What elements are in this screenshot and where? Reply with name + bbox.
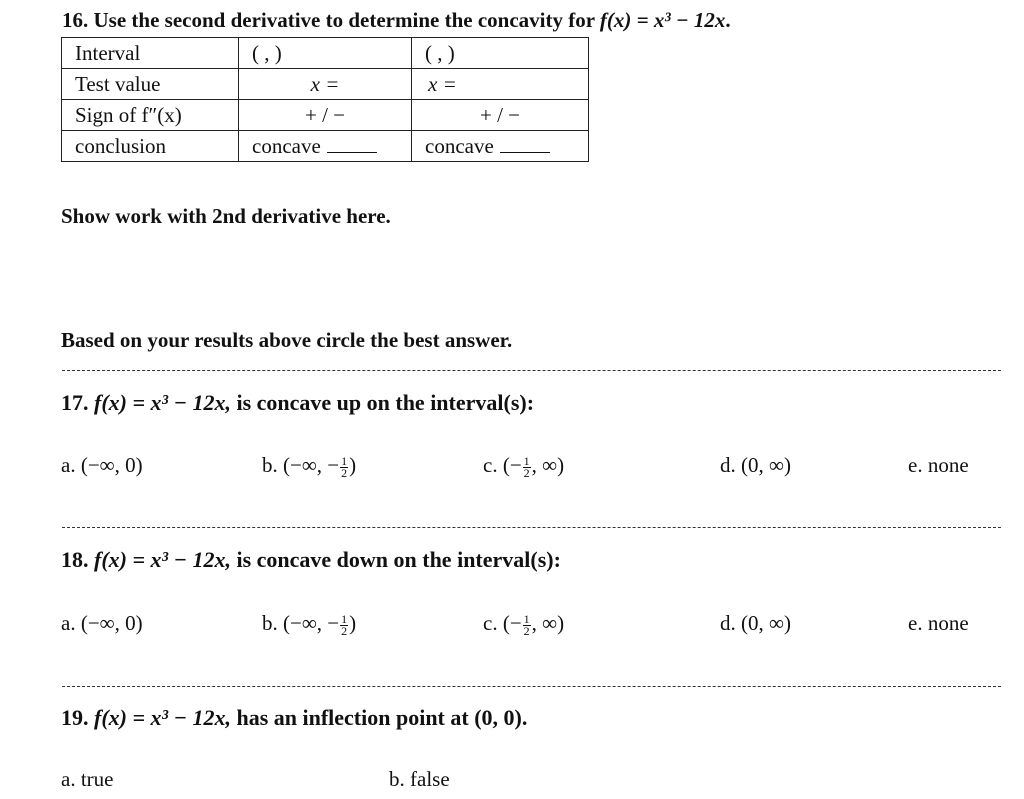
q18-option-b[interactable] (262, 611, 356, 637)
q17-option-e[interactable]: e. none (908, 453, 969, 477)
question-17-header (61, 390, 534, 416)
answer-blank[interactable] (327, 136, 377, 153)
q18-option-b-prefix: b. (−∞, − (262, 611, 340, 635)
q17-option-c[interactable] (483, 453, 564, 479)
q18-option-c[interactable] (483, 611, 564, 637)
question-19-number: 19. (61, 705, 89, 730)
question-16-function: f(x) = x³ − 12x (599, 8, 726, 32)
denominator: 2 (523, 623, 530, 638)
divider (62, 527, 1001, 528)
divider (62, 370, 1001, 371)
question-17-number: 17. (61, 390, 89, 415)
q18-option-a[interactable]: a. (−∞, 0) (61, 611, 143, 635)
question-16-prompt: Use the second derivative to determine the concavity for (93, 8, 595, 32)
test-value-cell-2: x = (412, 69, 589, 100)
table-row-interval (62, 38, 589, 69)
numerator: 1 (523, 453, 530, 468)
q18-option-c-prefix: c. (− (483, 611, 522, 635)
question-18-function: f(x) = x³ − 12x, (94, 547, 231, 572)
question-19-function: f(x) = x³ − 12x, (94, 705, 231, 730)
q18-option-e[interactable]: e. none (908, 611, 969, 635)
row-label: Sign of f″(x) (62, 100, 239, 131)
conclusion-cell-2 (412, 131, 589, 162)
divider (62, 686, 1001, 687)
denominator: 2 (341, 623, 348, 638)
sign-cell-1: + / − (239, 100, 412, 131)
q19-option-a[interactable]: a. true (61, 767, 114, 791)
fraction (340, 453, 348, 480)
q17-option-a[interactable]: a. (−∞, 0) (61, 453, 143, 477)
denominator: 2 (523, 465, 530, 480)
fraction (523, 453, 531, 480)
numerator: 1 (341, 611, 348, 626)
concavity-table (61, 37, 589, 162)
q18-option-d[interactable]: d. (0, ∞) (720, 611, 791, 635)
question-18-number: 18. (61, 547, 89, 572)
table-row-sign (62, 100, 589, 131)
q17-option-b[interactable] (262, 453, 356, 479)
question-18-header (61, 547, 561, 573)
fraction (340, 611, 348, 638)
q17-option-b-suffix: ) (349, 453, 357, 477)
row-label: Interval (62, 38, 239, 69)
table-row-conclusion (62, 131, 589, 162)
interval-cell-1: ( , ) (239, 38, 412, 69)
numerator: 1 (523, 611, 530, 626)
conclusion-text-1: concave (252, 133, 321, 158)
q17-option-c-prefix: c. (− (483, 453, 522, 477)
show-work-instruction: Show work with 2nd derivative here. (61, 204, 391, 228)
row-label: Test value (62, 69, 239, 100)
answer-blank[interactable] (500, 136, 550, 153)
question-18-text: is concave down on the interval(s): (236, 547, 561, 572)
q18-option-c-suffix: , ∞) (531, 611, 565, 635)
row-label: conclusion (62, 131, 239, 162)
denominator: 2 (341, 465, 348, 480)
q17-option-c-suffix: , ∞) (531, 453, 565, 477)
based-on-instruction: Based on your results above circle the best answer. (61, 328, 513, 352)
fraction (523, 611, 531, 638)
sign-cell-2: + / − (412, 100, 589, 131)
conclusion-cell-1 (239, 131, 412, 162)
q18-option-b-suffix: ) (349, 611, 357, 635)
table-row-test-value (62, 69, 589, 100)
question-19-text: has an inflection point at (0, 0). (236, 705, 528, 730)
question-19-header (61, 705, 527, 731)
numerator: 1 (341, 453, 348, 468)
q17-option-b-prefix: b. (−∞, − (262, 453, 340, 477)
interval-cell-2: ( , ) (412, 38, 589, 69)
q19-option-b[interactable]: b. false (389, 767, 450, 791)
question-17-text: is concave up on the interval(s): (236, 390, 535, 415)
question-16-number: 16. (62, 8, 89, 32)
conclusion-text-2: concave (425, 133, 494, 158)
question-17-function: f(x) = x³ − 12x, (94, 390, 231, 415)
question-16-end: . (725, 8, 731, 32)
test-value-cell-1: x = (239, 69, 412, 100)
question-16-header (62, 8, 731, 33)
q17-option-d[interactable]: d. (0, ∞) (720, 453, 791, 477)
